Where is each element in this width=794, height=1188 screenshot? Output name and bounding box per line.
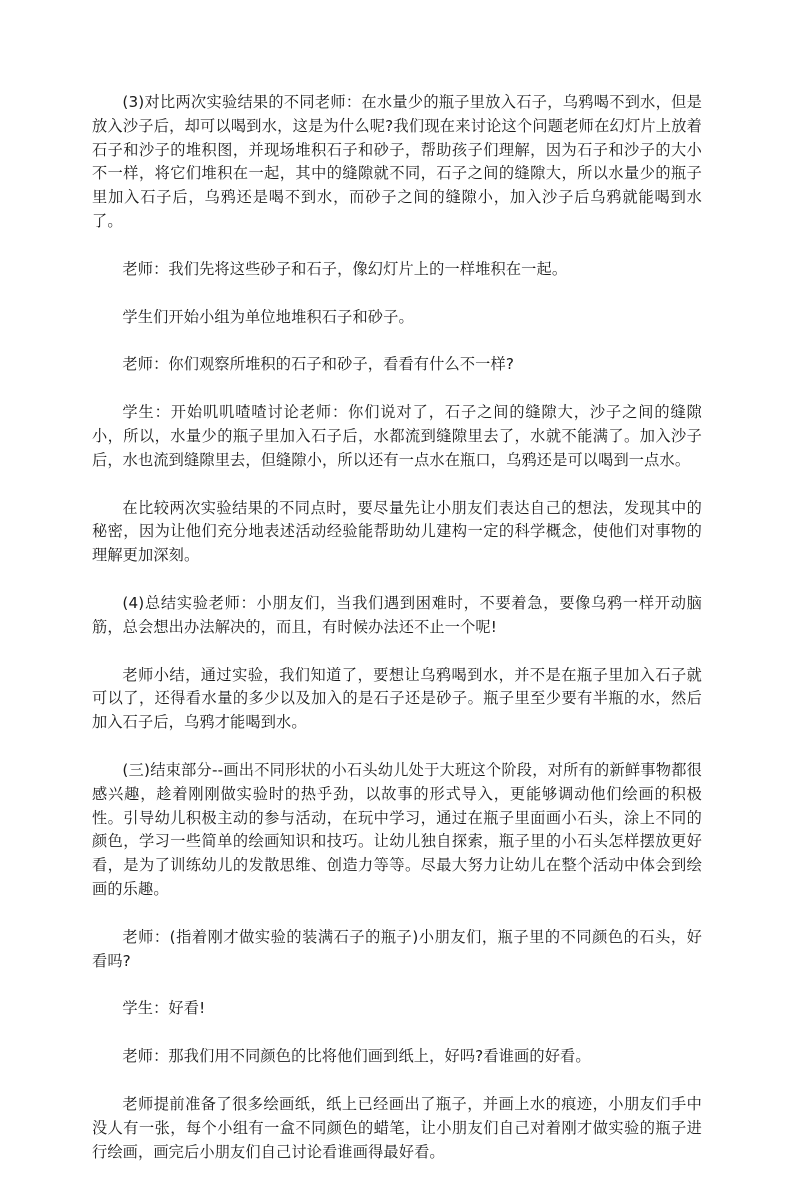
paragraph-students-discuss: 学生：开始叽叽喳喳讨论老师：你们说对了，石子之间的缝隙大，沙子之间的缝隙小，所以，水量少的瓶子里加入石子后，水都流到缝隙里去了，水就不能满了。加入沙子后，水也流到缝隙里去，但缝隙小，所以还有一点水在瓶口，乌鸦还是可以喝到一点水。	[92, 403, 702, 469]
paragraph-students-pile: 学生们开始小组为单位地堆积石子和砂子。	[122, 307, 414, 326]
paragraph-compare-results: (3)对比两次实验结果的不同老师：在水量少的瓶子里放入石子，乌鸦喝不到水，但是放入沙子后，却可以喝到水，这是为什么呢?我们现在来讨论这个问题老师在幻灯片上放着石子和沙子的堆积图，并现场堆积石子和砂子，帮助孩子们理解，因为石子和沙子的大小不一样，将它们堆积在一起，其中的缝隙就不同，石子之间的缝隙大，所以水量少的瓶子里加入石子后，乌鸦还是喝不到水，而砂子之间的缝隙小，加入沙子后乌鸦就能喝到水了。	[92, 93, 702, 230]
paragraph-teacher-question: 老师：(指着刚才做实验的装满石子的瓶子)小朋友们，瓶子里的不同颜色的石头，好看吗?	[92, 927, 702, 970]
paragraph-students-answer: 学生：好看!	[122, 999, 206, 1018]
document-page	[92, 91, 702, 1188]
paragraph-teacher-observe: 老师：你们观察所堆积的石子和砂子，看看有什么不一样?	[122, 355, 515, 374]
paragraph-drawing-activity: 老师提前准备了很多绘画纸，纸上已经画出了瓶子，并画上水的痕迹，小朋友们手中没人有一张，每个小组有一盒不同颜色的蜡笔，让小朋友们自己对着刚才做实验的瓶子进行绘画，画完后小朋友们自己讨论看谁画得最好看。	[92, 1094, 702, 1161]
paragraph-teacher-conclusion: 老师小结，通过实验，我们知道了，要想让乌鸦喝到水，并不是在瓶子里加入石子就可以了，还得看水量的多少以及加入的是石子还是砂子。瓶子里至少要有半瓶的水，然后加入石子后，乌鸦才能喝到水。	[92, 665, 702, 732]
paragraph-compare-note: 在比较两次实验结果的不同点时，要尽量先让小朋友们表达自己的想法，发现其中的秘密，因为让他们充分地表述活动经验能帮助幼儿建构一定的科学概念，使他们对事物的理解更加深刻。	[92, 498, 702, 565]
paragraph-ending-part: (三)结束部分--画出不同形状的小石头幼儿处于大班这个阶段，对所有的新鲜事物都很感兴趣，趁着刚刚做实验时的热乎劲，以故事的形式导入，更能够调动他们绘画的积极性。引导幼儿积极主动的参与活动，在玩中学习，通过在瓶子里面画小石头，涂上不同的颜色，学习一些简单的绘画知识和技巧。让幼儿独自探索，瓶子里的小石头怎样摆放更好看，是为了训练幼儿的发散思维、创造力等等。尽最大努力让幼儿在整个活动中体会到绘画的乐趣。	[92, 760, 702, 898]
paragraph-teacher-draw: 老师：那我们用不同颜色的比将他们画到纸上，好吗?看谁画的好看。	[122, 1047, 591, 1066]
paragraph-teacher-pile: 老师：我们先将这些砂子和石子，像幻灯片上的一样堆积在一起。	[122, 259, 568, 278]
paragraph-summary: (4)总结实验老师：小朋友们，当我们遇到困难时，不要着急，要像乌鸦一样开动脑筋，总会想出办法解决的，而且，有时候办法还不止一个呢!	[92, 593, 702, 636]
